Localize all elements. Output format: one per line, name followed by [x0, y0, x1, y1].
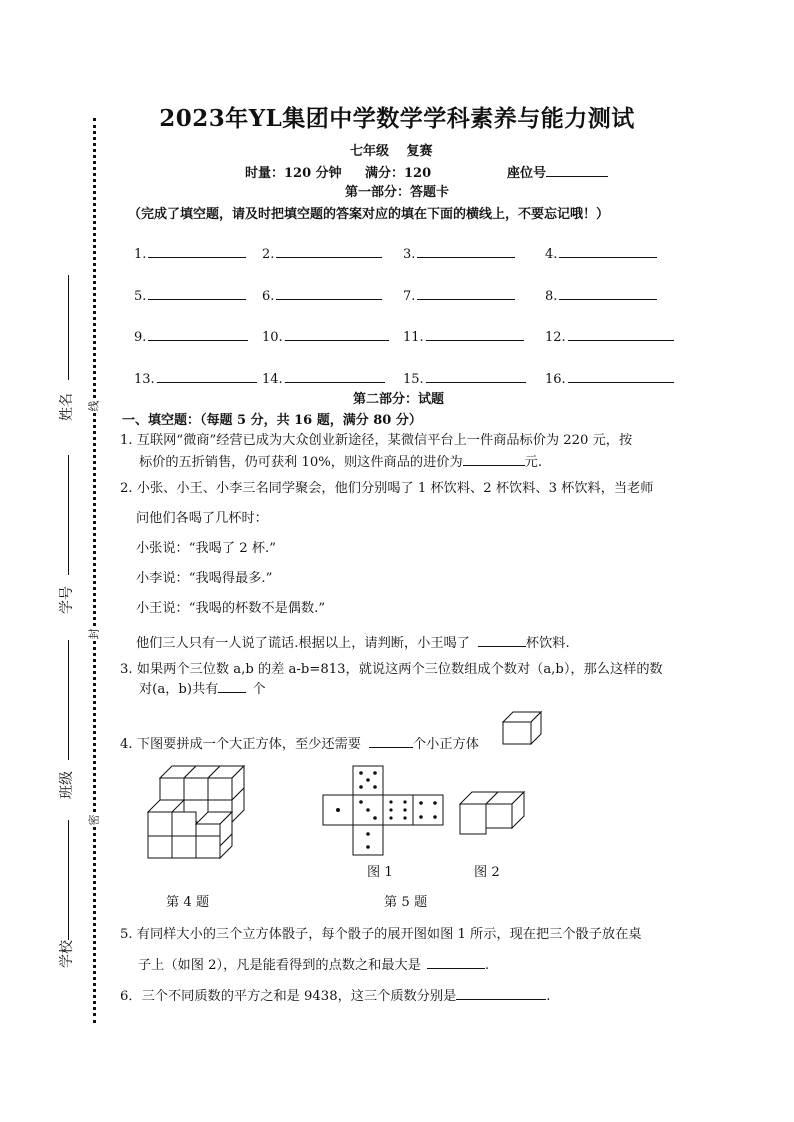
answer-slot [545, 369, 674, 387]
q1-text: 标价的五折销售，仍可获利 10%，则这件商品的进价为 [139, 455, 463, 470]
answer-blank[interactable] [417, 286, 515, 300]
q5-period: . [484, 958, 490, 973]
answer-blank[interactable] [148, 244, 246, 258]
grade-line: 七年级 复赛 [350, 144, 433, 159]
answer-number: 7. [403, 289, 416, 304]
answer-number: 13. [134, 372, 155, 387]
page-title: 2023年YL集团中学数学学科素养与能力测试 [159, 105, 635, 132]
q3-answer-blank[interactable] [218, 680, 246, 693]
seal-char-xian: 线 [87, 400, 101, 412]
small-cube-figure [500, 708, 545, 748]
answer-number: 16. [545, 372, 566, 387]
q4-caption: 第 4 题 [166, 895, 210, 910]
answer-slot [403, 244, 515, 262]
answer-blank[interactable] [559, 286, 657, 300]
three-dice-figure [458, 788, 538, 838]
q1-unit: 元. [524, 455, 543, 470]
answer-slot [545, 327, 674, 345]
answer-slot [262, 369, 385, 387]
answer-slot [134, 369, 257, 387]
answer-blank[interactable] [276, 244, 382, 258]
q6-answer-blank[interactable] [456, 987, 546, 1000]
answer-slot [134, 327, 248, 345]
q3-unit: 个 [252, 682, 266, 697]
q6-line1 [120, 986, 550, 1008]
q1-line2 [139, 452, 542, 474]
q2-line-final [136, 633, 570, 655]
answer-number: 11. [403, 330, 424, 345]
class-label: 班级 [59, 771, 75, 799]
answer-slot [403, 369, 526, 387]
answer-slot [262, 327, 389, 345]
school-field-line[interactable] [68, 820, 69, 940]
answer-number: 1. [134, 247, 147, 262]
answer-number: 8. [545, 289, 558, 304]
q4-unit: 个小正方体 [412, 737, 479, 752]
score-label: 满分：120 [365, 166, 432, 181]
section-fill-in-title: 一、填空题：（每题 5 分，共 16 题，满分 80 分） [122, 413, 422, 428]
answer-blank[interactable] [157, 369, 257, 383]
id-field-line[interactable] [68, 455, 69, 575]
answer-blank[interactable] [148, 327, 248, 341]
answer-slot [262, 286, 382, 304]
answer-slot [134, 286, 246, 304]
answer-slot [262, 244, 382, 262]
q1-answer-blank[interactable] [463, 453, 525, 466]
answer-blank[interactable] [568, 369, 674, 383]
class-field-line[interactable] [68, 640, 69, 760]
answer-number: 4. [545, 247, 558, 262]
figure2-label: 图 2 [474, 865, 500, 880]
q2-unit: 杯饮料. [525, 636, 570, 651]
q2-statement-li: 小李说：“我喝得最多.” [136, 571, 273, 586]
q3-line1: 3. 如果两个三位数 a,b 的差 a-b=813，就说这两个三位数组成个数对（a,b），那么这样的数 [120, 662, 663, 677]
part1-note: （完成了填空题，请及时把填空题的答案对应的填在下面的横线上，不要忘记哦！） [128, 207, 610, 222]
answer-number: 9. [134, 330, 147, 345]
figure1-label: 图 1 [367, 865, 393, 880]
seal-char-mi: 密 [87, 814, 101, 826]
answer-blank[interactable] [276, 286, 382, 300]
answer-number: 15. [403, 372, 424, 387]
answer-blank[interactable] [285, 327, 389, 341]
seat-blank[interactable] [546, 164, 608, 177]
answer-blank[interactable] [426, 369, 526, 383]
answer-slot [403, 286, 515, 304]
q3-text: 对(a，b)共有 [139, 682, 219, 697]
q2-answer-blank[interactable] [478, 634, 526, 647]
answer-slot [545, 244, 657, 262]
q6-text: 6．三个不同质数的平方之和是 9438，这三个质数分别是 [120, 989, 457, 1004]
seat-number [507, 162, 608, 181]
binding-dotted-line [93, 118, 96, 1023]
q4-cube-stack-figure [140, 760, 255, 870]
id-label: 学号 [59, 586, 75, 614]
time-label: 时量：120 分钟 [245, 166, 342, 181]
q2-statement-zhang: 小张说：“我喝了 2 杯.” [136, 541, 276, 556]
answer-slot [403, 327, 524, 345]
q4-line1 [120, 734, 479, 756]
name-field-line[interactable] [68, 275, 69, 380]
answer-number: 5. [134, 289, 147, 304]
answer-slot [134, 244, 246, 262]
q4-answer-blank[interactable] [369, 735, 413, 748]
part2-title: 第二部分：试题 [353, 392, 445, 407]
q2-line2: 问他们各喝了几杯时： [136, 511, 268, 526]
q1-line1: 1. 互联网“微商”经营已成为大众创业新途径，某微信平台上一件商品标价为 220 元，按 [120, 433, 633, 448]
answer-blank[interactable] [426, 327, 524, 341]
answer-number: 14. [262, 372, 283, 387]
name-label: 姓名 [59, 393, 75, 421]
answer-number: 10. [262, 330, 283, 345]
q2-line1: 2. 小张、小王、小李三名同学聚会，他们分别喝了 1 杯饮料、2 杯饮料、3 杯饮料，当老师 [120, 481, 654, 496]
seat-label: 座位号 [507, 166, 547, 181]
q2-text: 他们三人只有一人说了谎话.根据以上，请判断，小王喝了 [136, 636, 470, 651]
q4-text: 4. 下图要拼成一个大正方体，至少还需要 [120, 737, 361, 752]
answer-blank[interactable] [285, 369, 385, 383]
part1-title: 第一部分：答题卡 [345, 185, 450, 200]
answer-number: 12. [545, 330, 566, 345]
q6-period: . [546, 989, 551, 1004]
answer-number: 2. [262, 247, 275, 262]
q3-line2 [139, 679, 266, 701]
seal-char-feng: 封 [87, 628, 101, 640]
q5-line2 [138, 955, 489, 977]
answer-blank[interactable] [148, 286, 246, 300]
answer-blank[interactable] [559, 244, 657, 258]
q5-line1: 5. 有同样大小的三个立方体骰子，每个骰子的展开图如图 1 所示，现在把三个骰子放在桌 [120, 927, 642, 942]
dice-net-figure [320, 764, 445, 859]
q2-statement-wang: 小王说：“我喝的杯数不是偶数.” [136, 601, 326, 616]
answer-blank[interactable] [568, 327, 674, 341]
answer-slot [545, 286, 657, 304]
answer-number: 3. [403, 247, 416, 262]
answer-blank[interactable] [417, 244, 515, 258]
q5-text: 子上（如图 2），凡是能看得到的点数之和最大是 [138, 958, 421, 973]
school-label: 学校 [59, 940, 75, 968]
q5-caption: 第 5 题 [384, 895, 428, 910]
answer-number: 6. [262, 289, 275, 304]
q5-answer-blank[interactable] [427, 956, 485, 969]
